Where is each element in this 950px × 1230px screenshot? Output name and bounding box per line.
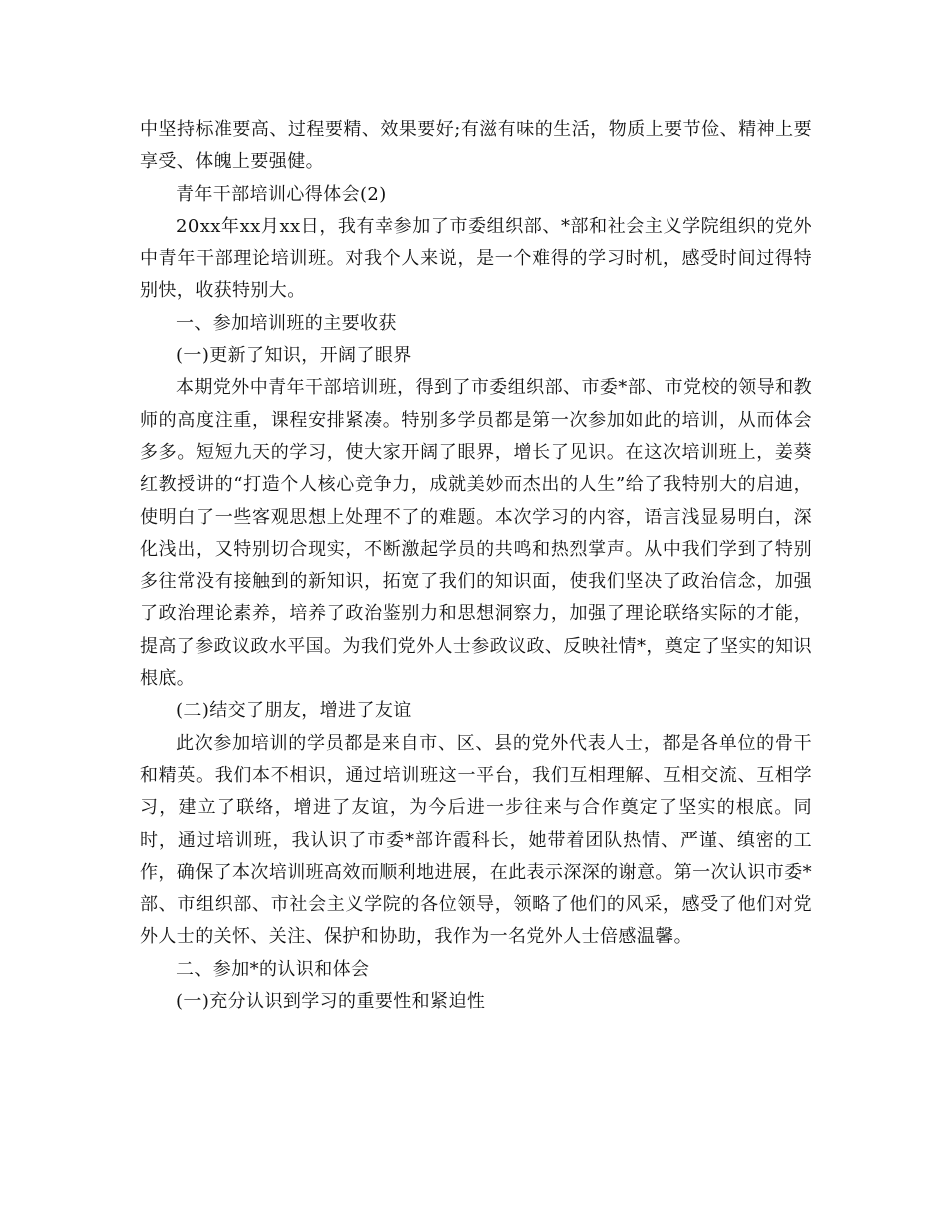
subsection-heading-1-1: (一)更新了知识，开阔了眼界 [176, 345, 412, 367]
article-title: 青年干部培训心得体会(2) [176, 183, 387, 205]
document-body [140, 114, 812, 1018]
section-heading-2: 二、参加*的认识和体会 [176, 958, 370, 980]
paragraph-knowledge: 本期党外中青年干部培训班，得到了市委组织部、市委*部、市党校的领导和教师的高度注重，课程安排紧凑。特别多学员都是第一次参加如此的培训，从而体会多多。短短九天的学习，使大家开阔了眼界，增长了见识。在这次培训班上，姜葵红教授讲的“打造个人核心竞争力，成就美妙而杰出的人生”给了我特别大的启迪，使明白了一些客观思想上处理不了的难题。本次学习的内容，语言浅显易明白，深化浅出，又特别切合现实，不断激起学员的共鸣和热烈掌声。从中我们学到了特别多往常没有接触到的新知识，拓宽了我们的知识面，使我们坚决了政治信念，加强了政治理论素养，培养了政治鉴别力和思想洞察力，加强了理论联络实际的才能，提高了参政议政水平国。为我们党外人士参政议政、反映社情*，奠定了坚实的知识根底。 [140, 377, 812, 690]
subsection-heading-2-1: (一)充分认识到学习的重要性和紧迫性 [176, 991, 486, 1013]
paragraph-continuation: 中坚持标准要高、过程要精、效果要好;有滋有味的生活，物质上要节俭、精神上要享受、体魄上要强健。 [140, 119, 812, 173]
paragraph-intro: 20xx年xx月xx日，我有幸参加了市委组织部、*部和社会主义学院组织的党外中青年干部理论培训班。对我个人来说，是一个难得的学习时机，感受时间过得特别快，收获特别大。 [140, 215, 812, 302]
paragraph-friendship: 此次参加培训的学员都是来自市、区、县的党外代表人士，都是各单位的骨干和精英。我们本不相识，通过培训班这一平台，我们互相理解、互相交流、互相学习，建立了联络，增进了友谊，为今后进一步往来与合作奠定了坚实的根底。同时，通过培训班，我认识了市委*部许霞科长，她带着团队热情、严谨、缜密的工作，确保了本次培训班高效而顺利地进展，在此表示深深的谢意。第一次认识市委*部、市组织部、市社会主义学院的各位领导，领略了他们的风采，感受了他们对党外人士的关怀、关注、保护和协助，我作为一名党外人士倍感温馨。 [140, 732, 812, 948]
subsection-heading-1-2: (二)结交了朋友，增进了友谊 [176, 700, 412, 722]
section-heading-1: 一、参加培训班的主要收获 [176, 312, 397, 334]
